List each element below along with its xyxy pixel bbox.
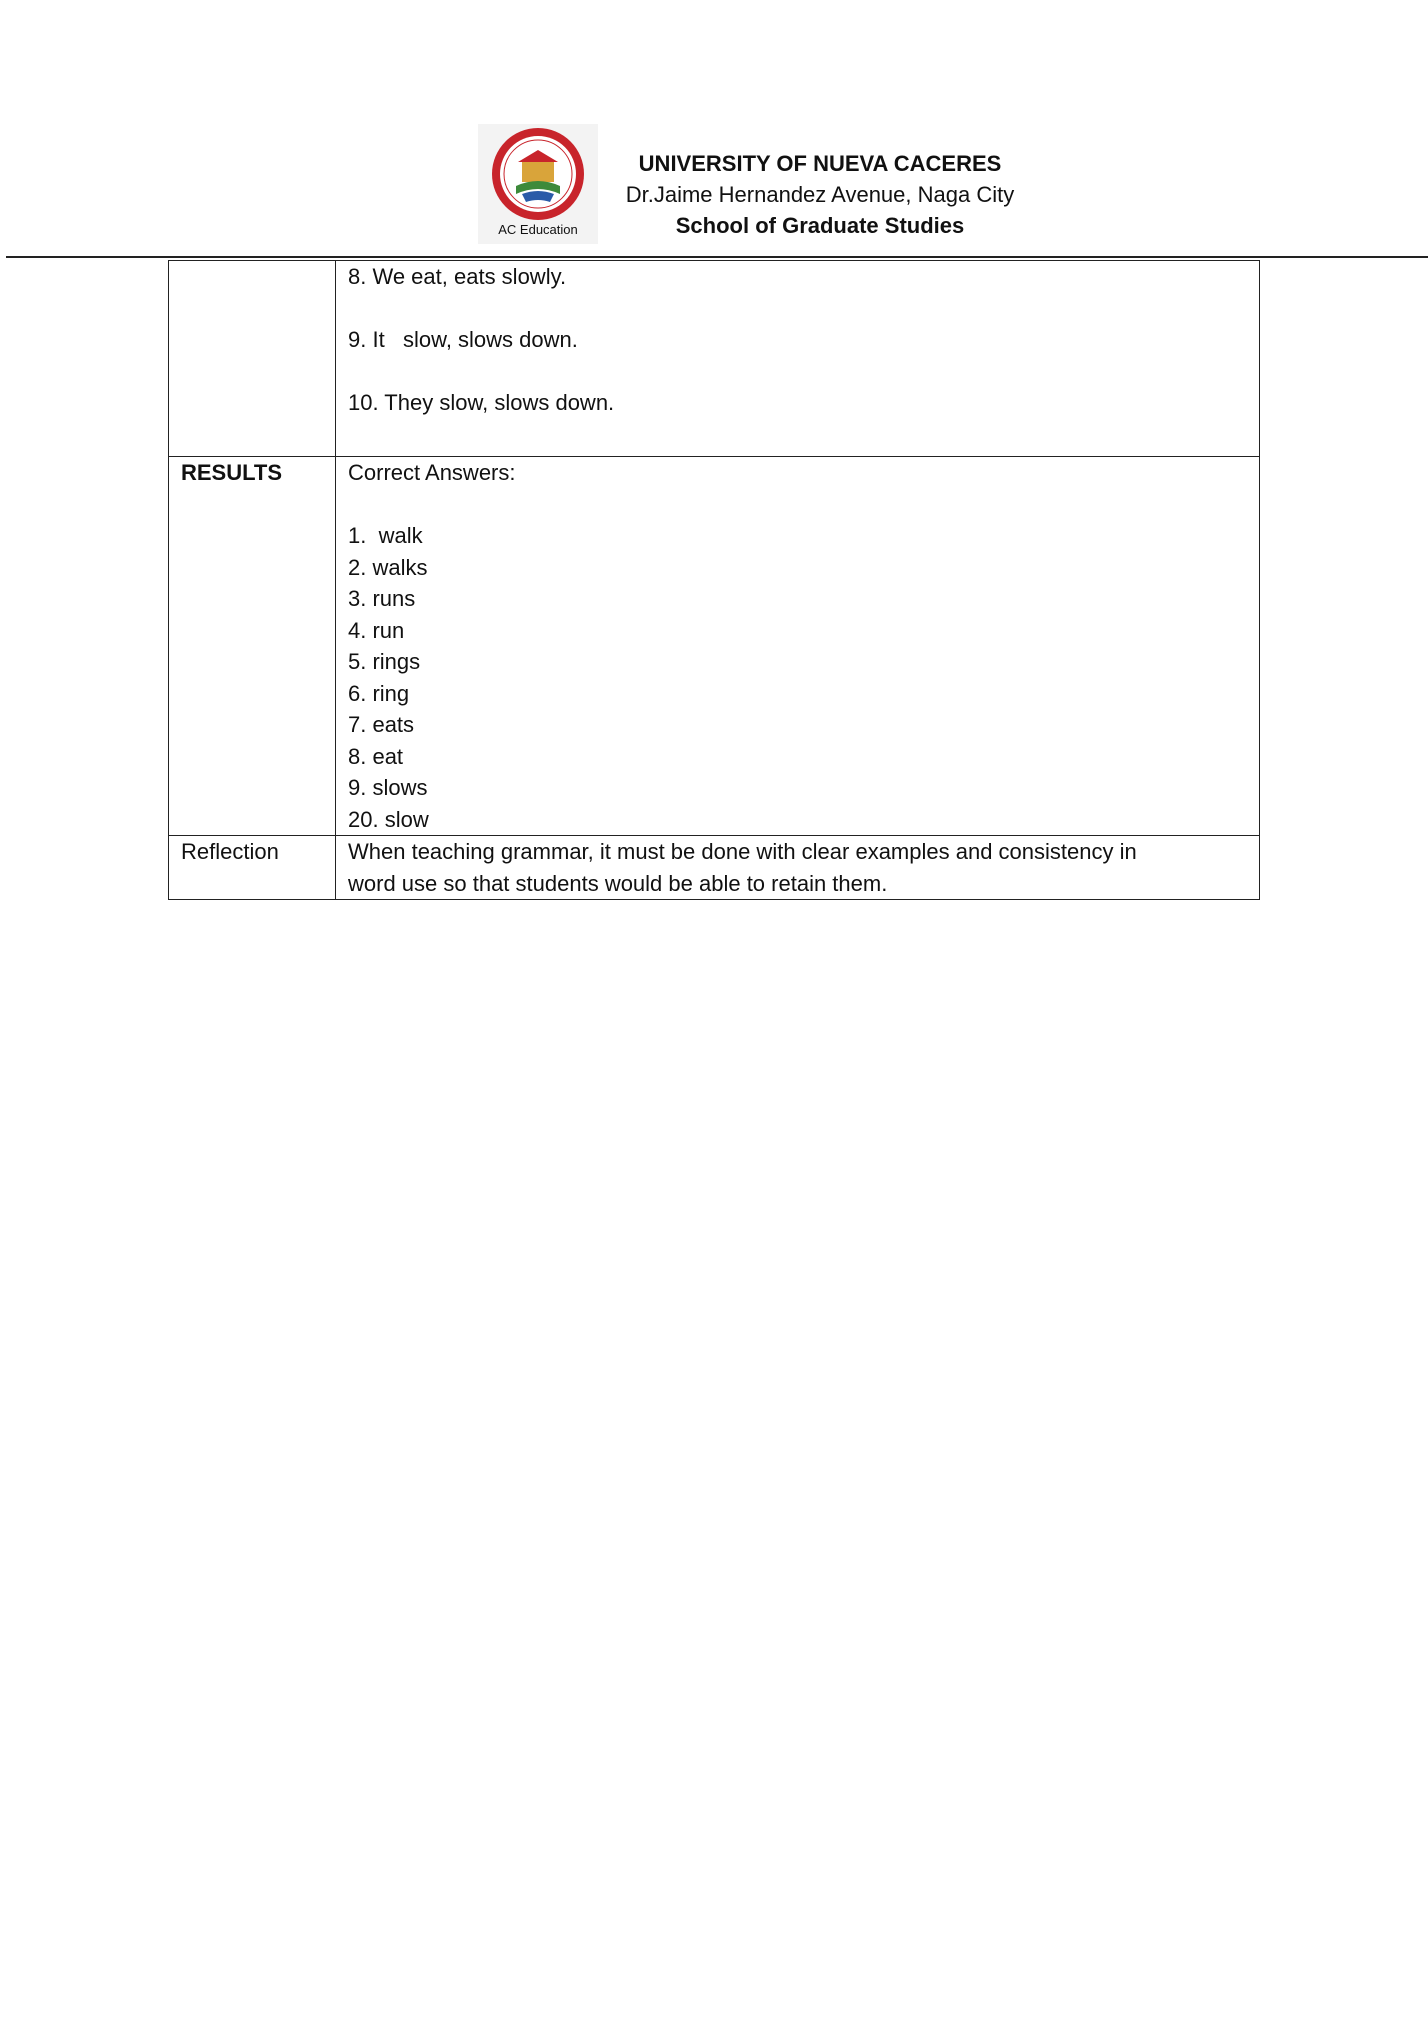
document-header (0, 120, 1428, 260)
exercise-item: 9. It slow, slows down. (348, 327, 578, 352)
header-divider (6, 256, 1428, 258)
answer-item: 3. runs (348, 586, 416, 611)
table-row-reflection (169, 836, 1260, 900)
reflection-text-line: When teaching grammar, it must be done with clear examples and consistency in (348, 839, 1137, 864)
results-content (336, 457, 1260, 836)
reflection-content (336, 836, 1260, 900)
school-name: School of Graduate Studies (675, 213, 965, 238)
lesson-table (168, 260, 1260, 900)
answer-item: 9. slows (348, 775, 428, 800)
continuation-label (169, 261, 336, 457)
university-name: UNIVERSITY OF NUEVA CACERES (638, 151, 1002, 176)
university-address: Dr.Jaime Hernandez Avenue, Naga City (625, 182, 1015, 207)
table-row-results (169, 457, 1260, 836)
results-label: RESULTS (169, 457, 336, 836)
reflection-text-line: word use so that students would be able to retain them. (348, 870, 888, 896)
answer-item: 1. walk (348, 523, 423, 548)
answer-item: 8. eat (348, 743, 404, 769)
svg-text:AC Education: AC Education (498, 222, 578, 237)
answer-item: 2. walks (348, 554, 428, 580)
continuation-content (336, 261, 1260, 457)
table-row-continuation (169, 261, 1260, 457)
header-text (600, 148, 1040, 241)
answer-item: 5. rings (348, 649, 421, 674)
exercise-item: 8. We eat, eats slowly. (348, 264, 567, 289)
answer-item: 6. ring (348, 680, 410, 706)
exercise-item: 10. They slow, slows down. (348, 390, 615, 415)
answer-item: 7. eats (348, 712, 415, 737)
university-logo (478, 124, 598, 244)
reflection-label: Reflection (169, 836, 336, 900)
results-intro: Correct Answers: (348, 460, 516, 485)
answer-item: 4. run (348, 617, 405, 643)
answer-item: 20. slow (348, 806, 429, 832)
